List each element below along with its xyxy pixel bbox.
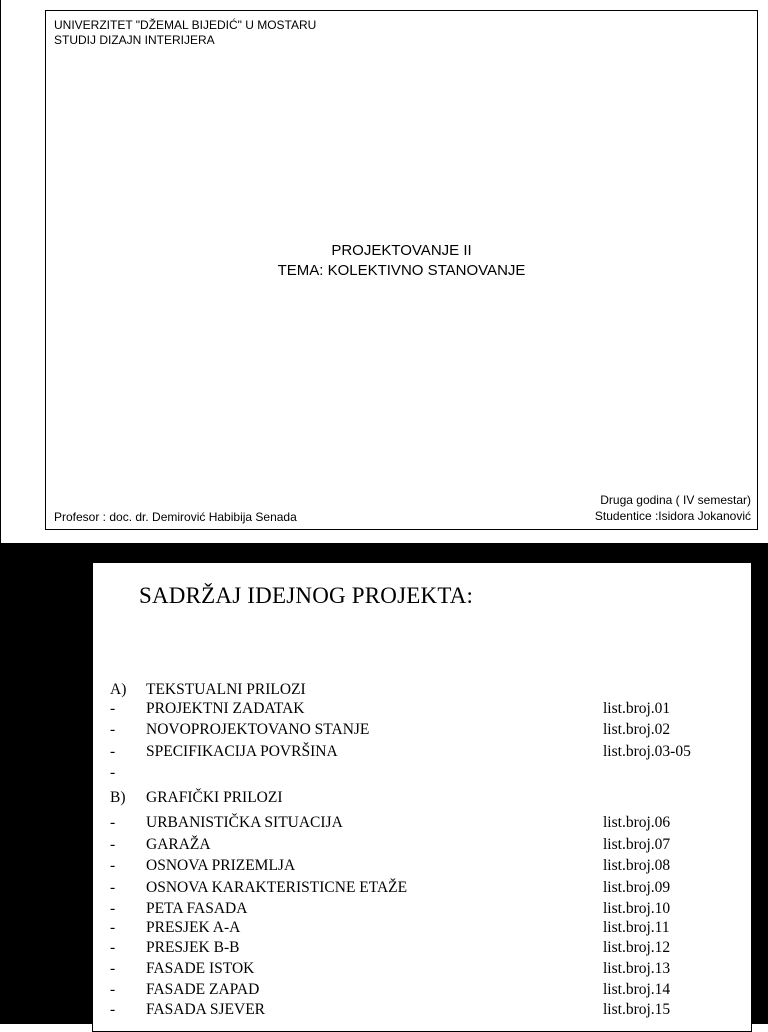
row-title: GRAFIČKI PRILOZI	[146, 789, 283, 806]
contents-slide	[0, 545, 768, 1024]
row-title: PRESJEK A-A	[146, 919, 241, 936]
row-sheet-number: list.broj.01	[603, 700, 671, 717]
topic-title: TEMA: KOLEKTIVNO STANOVANJE	[277, 262, 526, 279]
row-title: FASADE ZAPAD	[146, 981, 260, 998]
row-title: NOVOPROJEKTOVANO STANJE	[146, 721, 370, 738]
row-sheet-number: list.broj.07	[603, 836, 671, 853]
contents-title: SADRŽAJ IDEJNOG PROJEKTA:	[139, 583, 474, 608]
student-info	[595, 492, 751, 524]
row-marker: B)	[110, 789, 126, 806]
row-title: FASADA SJEVER	[146, 1001, 266, 1018]
university-header	[54, 18, 316, 48]
row-title: OSNOVA PRIZEMLJA	[146, 857, 296, 874]
row-sheet-number: list.broj.03-05	[603, 743, 691, 760]
row-marker: -	[110, 764, 116, 781]
row-marker: -	[110, 700, 116, 717]
row-marker: -	[110, 900, 116, 917]
row-title: PROJEKTNI ZADATAK	[146, 700, 305, 717]
row-sheet-number: list.broj.14	[603, 981, 671, 998]
row-sheet-number: list.broj.13	[603, 960, 671, 977]
row-sheet-number: list.broj.09	[603, 879, 671, 896]
row-title: TEKSTUALNI PRILOZI	[146, 681, 306, 698]
professor-name: Profesor : doc. dr. Demirović Habibija Senada	[54, 510, 297, 524]
course-title: PROJEKTOVANJE II	[331, 242, 472, 259]
row-marker: -	[110, 1001, 116, 1018]
row-marker: -	[110, 721, 116, 738]
row-marker: -	[110, 836, 116, 853]
contents-page	[92, 562, 752, 1032]
title-block	[46, 241, 757, 281]
row-title: PRESJEK B-B	[146, 939, 240, 956]
title-frame	[45, 10, 758, 530]
row-title: FASADE ISTOK	[146, 960, 255, 977]
row-marker: -	[110, 857, 116, 874]
row-marker: A)	[110, 681, 127, 698]
row-marker: -	[110, 960, 116, 977]
row-sheet-number: list.broj.12	[603, 939, 671, 956]
row-sheet-number: list.broj.08	[603, 857, 671, 874]
student-name: Studentice :Isidora Jokanović	[594, 509, 751, 523]
row-marker: -	[110, 879, 116, 896]
row-title: GARAŽA	[146, 836, 211, 853]
study-program: STUDIJ DIZAJN INTERIJERA	[54, 33, 215, 47]
row-sheet-number: list.broj.11	[603, 919, 670, 936]
row-sheet-number: list.broj.02	[603, 721, 671, 738]
row-marker: -	[110, 919, 116, 936]
university-name: UNIVERZITET "DŽEMAL BIJEDIĆ" U MOSTARU	[54, 18, 317, 32]
slide-edge	[0, 0, 1, 544]
year-label: Druga godina ( IV semestar)	[600, 493, 751, 507]
row-sheet-number: list.broj.06	[603, 814, 671, 831]
row-sheet-number: list.broj.15	[603, 1001, 671, 1018]
row-title: PETA FASADA	[146, 900, 248, 917]
row-marker: -	[110, 814, 116, 831]
row-marker: -	[110, 743, 116, 760]
row-title: SPECIFIKACIJA POVRŠINA	[146, 743, 338, 760]
row-title: OSNOVA KARAKTERISTICNE ETAŽE	[146, 879, 408, 896]
row-marker: -	[110, 981, 116, 998]
row-title: URBANISTIČKA SITUACIJA	[146, 814, 343, 831]
row-marker: -	[110, 939, 116, 956]
row-sheet-number: list.broj.10	[603, 900, 671, 917]
